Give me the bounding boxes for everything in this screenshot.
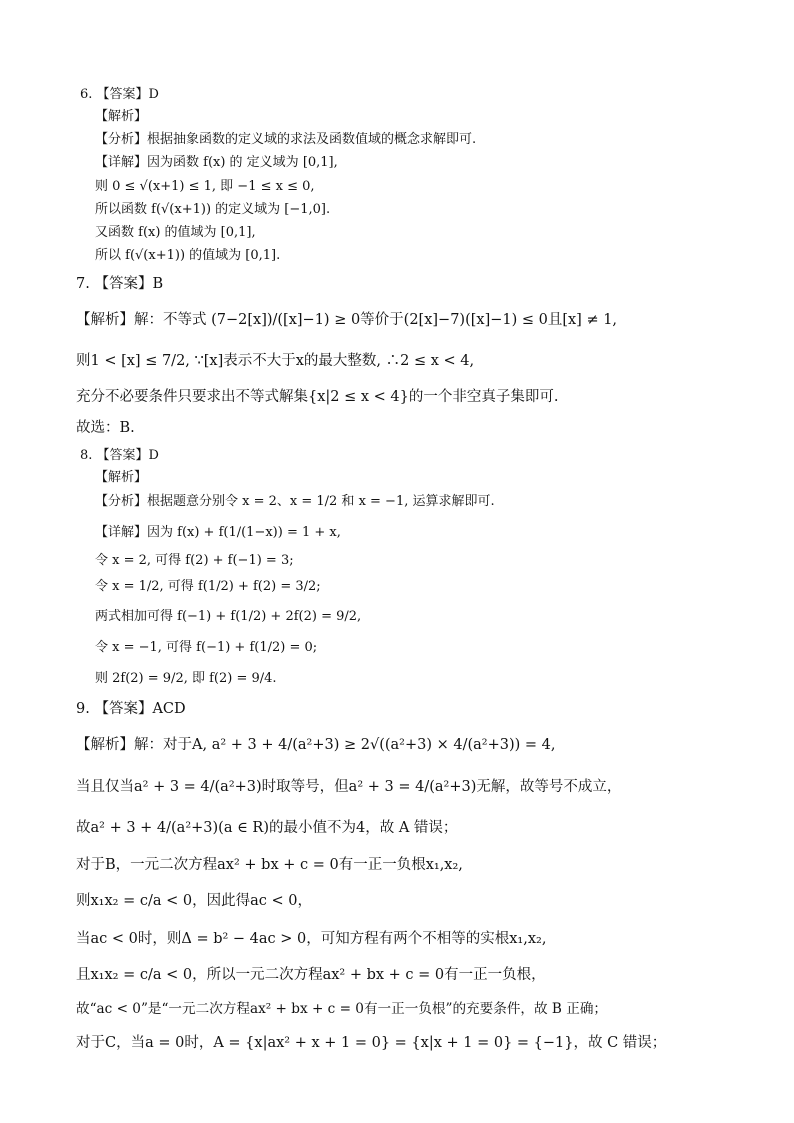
q8-jiexi-label: 【解析】	[95, 470, 148, 485]
q9-line-6: 当ac < 0时，则Δ = b² − 4ac > 0，可知方程有两个不相等的实根x₁,x₂,	[76, 931, 547, 947]
q7-line-4: 故选：B.	[76, 420, 135, 436]
q6-detail-line-3: 所以函数 f(√(x+1)) 的定义域为 [−1,0].	[95, 202, 331, 217]
q6-analysis: 【分析】根据抽象函数的定义域的求法及函数值域的概念求解即可.	[95, 132, 477, 147]
q8-detail-line-5: 令 x = −1, 可得 f(−1) + f(1/2) = 0;	[95, 640, 318, 655]
q9-line-5: 则x₁x₂ = c/a < 0，因此得ac < 0，	[76, 893, 312, 909]
q7-line-1: 【解析】解：不等式 (7−2[x])/([x]−1) ≥ 0等价于(2[x]−7)([x]−1) ≤ 0且[x] ≠ 1,	[76, 312, 618, 328]
q9-line-4: 对于B，一元二次方程ax² + bx + c = 0有一正一负根x₁,x₂,	[76, 857, 463, 873]
q6-detail-line-1: 【详解】因为函数 f(x) 的 定义域为 [0,1],	[95, 155, 338, 170]
q9-line-8: 故“ac < 0”是“一元二次方程ax² + bx + c = 0有一正一负根”的充要条件，故 B 正确；	[76, 1001, 608, 1017]
q8-answer-heading: 8. 【答案】D	[80, 448, 159, 463]
q6-answer-heading: 6. 【答案】D	[80, 87, 159, 102]
q9-line-7: 且x₁x₂ = c/a < 0，所以一元二次方程ax² + bx + c = 0有一正一负根，	[76, 967, 546, 983]
q9-line-9: 对于C，当a = 0时，A = {x|ax² + x + 1 = 0} = {x|x + 1 = 0} = {−1}，故 C 错误；	[76, 1035, 667, 1051]
q9-answer-heading: 9. 【答案】ACD	[76, 701, 186, 717]
q7-answer-heading: 7. 【答案】B	[76, 276, 164, 292]
q9-line-1: 【解析】解：对于A, a² + 3 + 4/(a²+3) ≥ 2√((a²+3) × 4/(a²+3)) = 4,	[76, 737, 556, 753]
q8-detail-line-4: 两式相加可得 f(−1) + f(1/2) + 2f(2) = 9/2,	[95, 609, 362, 624]
q6-detail-line-2: 则 0 ≤ √(x+1) ≤ 1, 即 −1 ≤ x ≤ 0,	[95, 179, 315, 194]
q8-detail-line-3: 令 x = 1/2, 可得 f(1/2) + f(2) = 3/2;	[95, 579, 321, 594]
q8-analysis: 【分析】根据题意分别令 x = 2、x = 1/2 和 x = −1, 运算求解即可.	[95, 494, 495, 509]
q6-jiexi-label: 【解析】	[95, 109, 148, 124]
q7-line-2: 则1 < [x] ≤ 7/2, ∵[x]表示不大于x的最大整数, ∴2 ≤ x < 4,	[76, 353, 475, 369]
q8-detail-line-2: 令 x = 2, 可得 f(2) + f(−1) = 3;	[95, 553, 294, 568]
q9-line-3: 故a² + 3 + 4/(a²+3)(a ∈ R)的最小值不为4，故 A 错误；	[76, 820, 458, 836]
q8-detail-line-6: 则 2f(2) = 9/2, 即 f(2) = 9/4.	[95, 671, 277, 686]
q7-line-3: 充分不必要条件只要求出不等式解集{x|2 ≤ x < 4}的一个非空真子集即可.	[76, 389, 559, 405]
q6-detail-line-4: 又函数 f(x) 的值域为 [0,1],	[95, 225, 256, 240]
q9-line-2: 当且仅当a² + 3 = 4/(a²+3)时取等号，但a² + 3 = 4/(a²+3)无解，故等号不成立，	[76, 779, 622, 795]
q6-detail-line-5: 所以 f(√(x+1)) 的值域为 [0,1].	[95, 248, 281, 263]
q8-detail-line-1: 【详解】因为 f(x) + f(1/(1−x)) = 1 + x,	[95, 525, 341, 540]
